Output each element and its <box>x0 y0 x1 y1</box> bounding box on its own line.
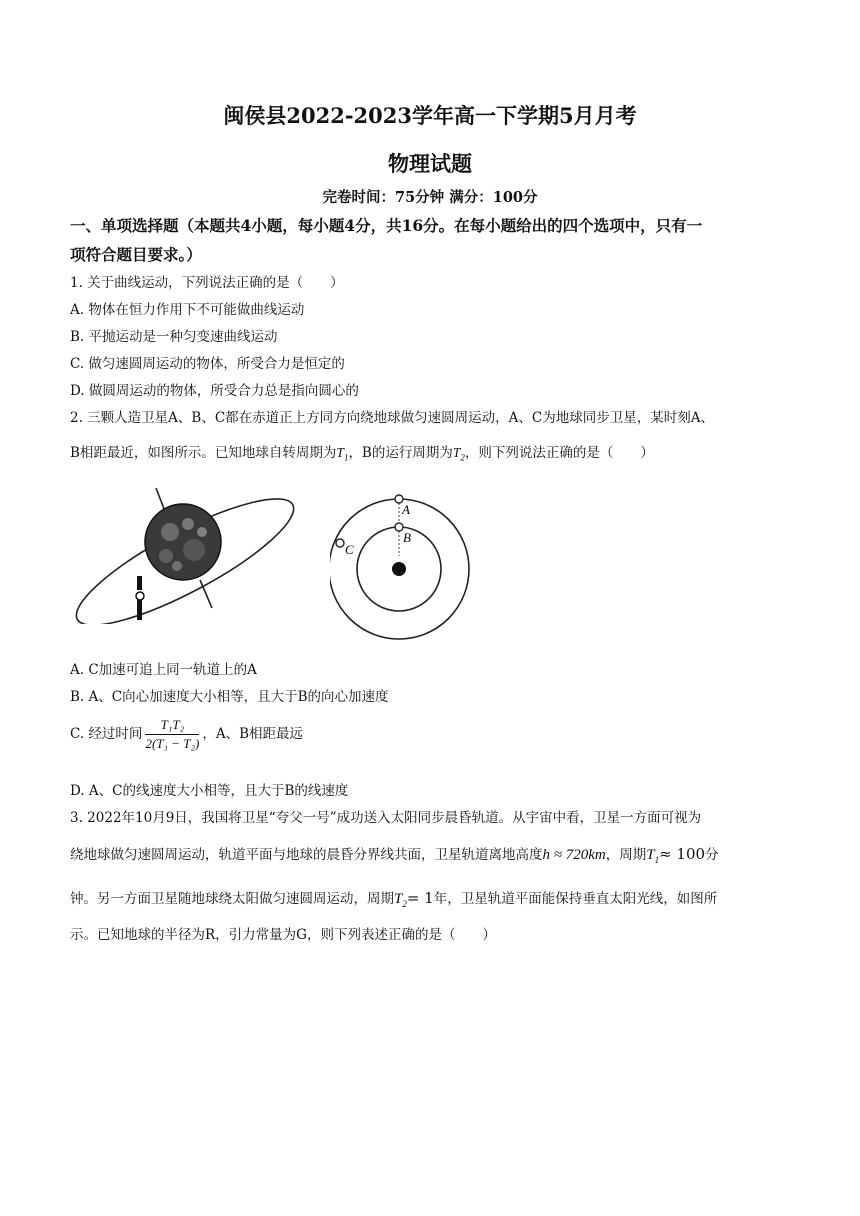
q1-option-b: B. 平抛运动是一种匀变速曲线运动 <box>70 329 278 345</box>
q2-option-d: D. A、C的线速度大小相等，且大于B的线速度 <box>70 783 349 799</box>
q3-line2: 绕地球做匀速圆周运动，轨道平面与地球的晨昏分界线共面，卫星轨道离地高度h ≈ 720km，周期$T_1\approx 100$分 <box>70 845 719 865</box>
q2-stem-text-c: ，则下列说法正确的是（ ） <box>464 445 654 461</box>
q2-stem-line2 <box>70 441 654 463</box>
q2-option-c <box>70 717 303 752</box>
orbits-figure <box>330 486 470 644</box>
fraction-numerator: T₁T₂ <box>145 717 199 735</box>
q3-line1: 3. 2022年10月9日，我国将卫星“夸父一号”成功送入太阳同步晨昏轨道。从宇宙中看，卫星一方面可视为 <box>70 810 702 826</box>
q2-option-b: B. A、C向心加速度大小相等，且大于B的向心加速度 <box>70 689 389 705</box>
q2-stem-text-a: B相距最近，如图所示。已知地球自转周期为 <box>70 445 337 461</box>
q1-option-c: C. 做匀速圆周运动的物体，所受合力是恒定的 <box>70 356 345 372</box>
q3-line3: 钟。另一方面卫星随地球绕太阳做匀速圆周运动，周期$T_2= 1$年，卫星轨道平面能保持垂直太阳光线，如图所 <box>70 889 718 909</box>
t1-value: ≈ 100 <box>659 845 706 863</box>
exam-meta: 完卷时间：75分钟 满分：100分 <box>322 189 538 206</box>
earth-orbit-figure <box>70 484 300 624</box>
t1-symbol: $T_1$ <box>646 847 660 865</box>
page-subtitle: 物理试题 <box>388 151 472 176</box>
q2-t1-symbol: $T_1$ <box>336 445 349 463</box>
q2-option-c-suffix: ，A、B相距最远 <box>202 726 304 742</box>
label-a: A <box>402 502 410 517</box>
t2-symbol: $T_2$ <box>394 891 407 909</box>
label-b: B <box>403 530 411 545</box>
section-heading-line2: 项符合题目要求。） <box>70 245 202 264</box>
q2-stem-text-b: ，B的运行周期为 <box>348 445 453 461</box>
q1-stem: 1. 关于曲线运动，下列说法正确的是（ ） <box>70 275 344 291</box>
t2-value: = 1 <box>406 889 434 907</box>
q2-option-c-prefix: C. 经过时间 <box>70 726 143 742</box>
fraction-denominator: 2(T₁ − T₂) <box>145 736 200 751</box>
height-expression: h ≈ 720km <box>542 847 606 863</box>
page-title: 闽侯县2022-2023学年高一下学期5月月考 <box>223 103 637 128</box>
q3-line4: 示。已知地球的半径为R，引力常量为G，则下列表述正确的是（ ） <box>70 927 496 943</box>
label-c: C <box>345 542 354 557</box>
q2-t2-symbol: $T_2$ <box>452 445 465 463</box>
q1-option-d: D. 做圆周运动的物体，所受合力总是指向圆心的 <box>70 383 359 399</box>
q2-stem-line1: 2. 三颗人造卫星A、B、C都在赤道正上方同方向绕地球做匀速圆周运动，A、C为地球同步卫星，某时刻A、 <box>70 410 714 426</box>
section-heading-line1: 一、单项选择题（本题共4小题，每小题4分，共16分。在每小题给出的四个选项中，只有一 <box>70 216 703 235</box>
q1-option-a: A. 物体在恒力作用下不可能做曲线运动 <box>70 302 305 318</box>
q2-option-a: A. C加速可追上同一轨道上的A <box>70 662 257 678</box>
time-fraction <box>145 717 199 752</box>
